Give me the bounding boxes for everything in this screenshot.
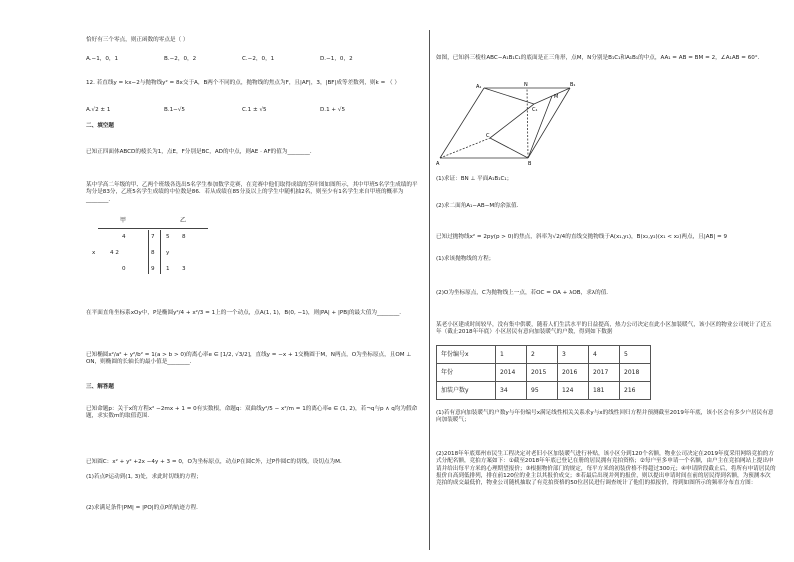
q15-text: 在平面直角坐标系xOy中，P是椭圆y²/4 + x²/3 = 1上的一个动点，点A(1, 1)，B(0, −1)，则|PA| + |PB|的最大值为________． [86,310,405,316]
stem-row2-left: 4 2 [110,250,119,256]
table-row1-label: 年份编号x [437,346,496,364]
stem-row1-stem: 7 [151,234,155,240]
table-cell: 2 [527,346,558,364]
q11-option-a: A.−1，0，1 [86,56,119,62]
stem-row3-right1: 1 [166,266,170,272]
table-cell: 95 [527,382,558,400]
stem-right-rule [160,230,161,274]
table-cell: 2015 [527,364,558,382]
section2-title: 二、填空题 [86,123,114,129]
table-cell: 1 [496,346,527,364]
q11-option-c: C.−2，0，1 [242,56,275,62]
q20-stem: 已知过抛物线x² = 2py(p > 0)的焦点，斜率为√2/4的直线交抛物线于A(x₁,y₁)，B(x₂,y₂)(x₁ < x₂)两点，且|AB| = 9 [436,234,728,240]
q19-part1: (1)求证：BN ⊥ 平面A₁B₁C₁； [436,176,513,182]
stem-row2-x: x [92,250,96,256]
q18-part2: (2)求满足条件|PM| = |PO|的点P的轨迹方程． [86,505,202,511]
left-column [86,0,421,562]
stem-row1-right2: 8 [182,234,186,240]
label-n: N [524,82,528,88]
column-divider [429,30,430,550]
table-row [437,382,651,400]
label-b1: B₁ [570,82,576,88]
q12-option-a: A.√2 ± 1 [86,107,111,113]
right-column [436,0,776,562]
table-cell: 2014 [496,364,527,382]
q18-stem: 已知圆C：x² + y² +2x −4y + 3 = 0，O为坐标原点，动点P在圆C外，过P作圆C的切线，设切点为M． [86,459,346,465]
table-cell: 181 [589,382,620,400]
q14-text: 某中学高二年级的甲、乙两个班级各选出5名学生参加数学竞赛，在竞赛中他们取得成绩的茎叶图如图所示，其中甲班5名学生成绩的平均分是83分，乙班5名学生成绩的中位数是86．若从成绩在85分及以上的学生中随机抽2名，则至少有1名学生来自甲班的概率为________． [86,182,418,203]
q20-part1: (1)求该抛物线的方程； [436,256,495,262]
label-b: B [528,161,532,166]
label-a1: A₁ [476,84,482,90]
label-a: A [436,161,440,166]
stem-row2-stem: 8 [151,250,155,256]
table-cell: 2018 [620,364,651,382]
table-row [437,364,651,382]
q17-text: 已知命题p：关于x的方程x² −2mx + 1 = 0有实数根，命题q：双曲线y²/5 − x²/m = 1的离心率e ∈ (1, 2)，若¬q与p ∧ q均为假命题，求实数m的取值范围． [86,406,418,420]
q12-option-d: D.1 + √5 [320,107,346,113]
stem-row1-left: 4 [122,234,126,240]
table-cell: 216 [620,382,651,400]
label-m: M [554,94,559,100]
q11-options [86,56,398,63]
stem-left-rule [148,230,149,274]
households-table [436,345,651,400]
q21-part1: (1)若有意向加装暖气的户数y与年份编号x满足线性相关关系求y与x的线性回归方程并预测截至2019年年底，该小区会有多少户居民有意向加装暖气； [436,410,774,424]
table-cell: 2017 [589,364,620,382]
stem-row3-right2: 3 [182,266,186,272]
q12-option-b: B.1−√5 [164,107,185,113]
table-row2-label: 年份 [437,364,496,382]
table-cell: 2016 [558,364,589,382]
stem-row3-left: 0 [122,266,126,272]
stem-row2-right1: y [166,250,170,256]
q19-part2: (2)求二面角A₁−AB−M的余弦值． [436,203,523,209]
stem-head-left: 甲 [120,217,127,224]
q16-text: 已知椭圆x²/a² + y²/b² = 1(a > b > 0)的离心率e ∈ [1/2, √3/2]，直线y = −x + 1交椭圆于M，N两点，O为坐标原点，且OM ⊥ ON，则椭圆的长轴长的最小值是________． [86,352,412,366]
table-row3-label: 加装户数y [437,382,496,400]
table-cell: 124 [558,382,589,400]
stem-top-rule [98,228,208,229]
label-c: C [486,133,490,139]
q11-tail: 恰好有三个零点，则正函数的零点是（ ） [86,37,189,43]
q12-text: 12. 若直线y = kx−2与抛物线y² = 8x交于A，B两个不同的点，抛物线的焦点为F，且|AF|，3，|BF|成等差数列，则k = （ ） [86,80,400,86]
q11-option-b: B.−2，0，2 [164,56,197,62]
q21-part2: (2)2018年年底郑州市民生工程决定对老旧小区加装暖气进行补贴，该小区分到120个名额，物业公司决定在2019年度采用网络竞拍的方式分配名额，竞拍方案如下：①截至2018年年底已登记在册的居民拥有竞拍资格；②每户至多申请一个名额，由户主在竞拍网站上提出申请并给出每平方米的心理期望报价；③根据物价部门的规定，每平方米的初装价格不得超过300元；④申请阶段截止后，将所有申请居民的报价自高到低排列，排在前120位的业主以其报价成交；⑤若最后出现并列的报价，则以提出申请时间在前的居民得到名额，为预测本次竞拍的成交最低价，物业公司随机抽取了有竞拍资格的50位居民进行调查统计了他们的拟报价，得到如图所示的频率分布直方图： [436,451,776,487]
q12-option-c: C.1 ± √5 [242,107,267,113]
q11-option-d: D.−1，0，2 [320,56,353,62]
q21-stem: 某老小区建成时间较早，没有集中供暖，随着人们生活水平的日益提高，热力公司决定在此小区加装暖气，该小区的物业公司统计了近五年（截止2018年年底）小区居民有意向加装暖气的户数，得到如下数据 [436,322,772,336]
prism-figure [436,80,576,166]
q13-text: 已知正四面体ABCD的棱长为1，点E，F分别是BC，AD的中点，则AE · AF的值为________． [86,149,316,155]
label-c1: C₁ [532,107,538,113]
table-cell: 4 [589,346,620,364]
q12-options [86,107,398,114]
table-row [437,346,651,364]
table-cell: 5 [620,346,651,364]
section3-title: 三、解答题 [86,384,114,390]
stem-row3-stem: 9 [151,266,155,272]
q18-part1: (1)若点P运动到(1, 3)处，求此时切线的方程； [86,474,202,480]
q20-part2: (2)O为坐标原点，C为抛物线上一点，若OC = OA + λOB，求λ的值． [436,290,612,296]
stem-head-right: 乙 [180,217,187,224]
q19-stem: 如图，已知斜三棱柱ABC−A₁B₁C₁的底面是正三角形，点M，N分别是B₁C₁和A₁B₁的中点，AA₁ = AB = BM = 2，∠A₁AB = 60°． [436,55,764,61]
table-cell: 34 [496,382,527,400]
table-cell: 3 [558,346,589,364]
stem-row1-right1: 5 [166,234,170,240]
